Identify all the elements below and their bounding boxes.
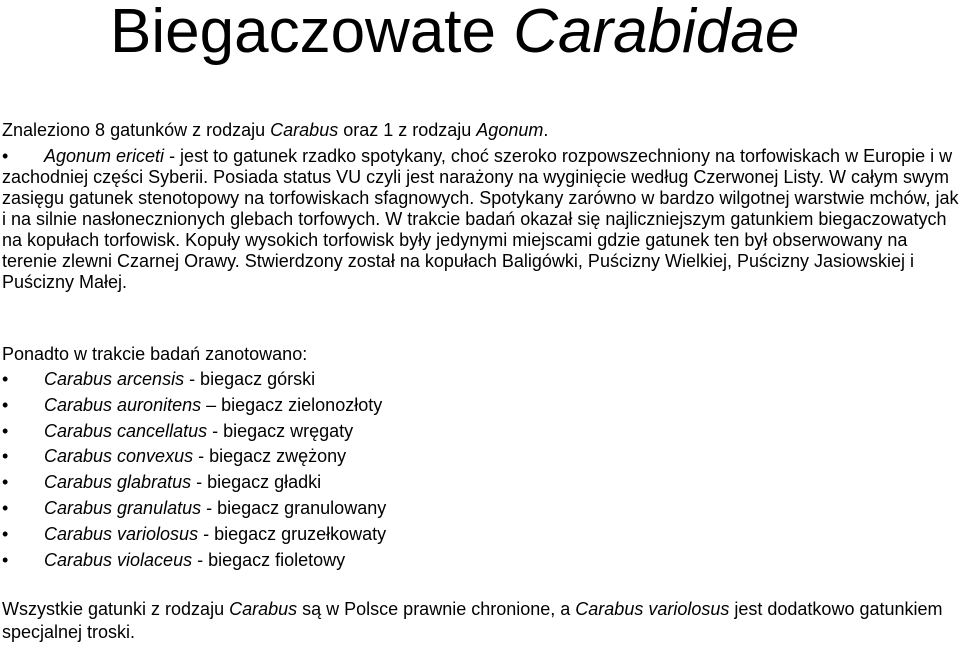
agonum-description-text: - jest to gatunek rzadko spotykany, choć szeroko rozpowszechniony na torfowiskach w Europie i w zachodniej części Syberii. Posiada status VU czyli jest narażony na wyginięcie według Czerwonej Listy. W całym swym zasięgu gatunek stenotopowy na torfowiskach sfagnowych. Spotykany zarówno w bardzo wilgotnej warstwie mchów, jak i na silnie nasłonecznionych glebach torfowych. W trakcie badań okazał się najliczniejszym gatunkiem biegaczowatych na kopułach torfowisk. Kopuły wysokich torfowisk były jedynymi miejscami gdzie gatunek ten był obserwowany na terenie zlewni Czarnej Orawy. Stwierdzony został na kopułach Baligówki, Puścizny Wielkiej, Puścizny Jasiowskiej i Puścizny Małej. <box>2 146 959 292</box>
bullet-icon: • <box>2 497 9 518</box>
species-common-name: - biegacz zwężony <box>193 446 347 467</box>
intro-genus-agonum: Agonum <box>476 120 544 140</box>
species-latin-name: Carabus auronitens <box>44 394 202 415</box>
closing-text-3: jest dodatkowo gatunkiem specjalnej troski. <box>2 599 943 642</box>
agonum-paragraph <box>2 146 960 293</box>
species-common-name: - biegacz górski <box>184 369 316 389</box>
bullet-icon: • <box>2 420 9 441</box>
closing-text-1: Wszystkie gatunki z rodzaju <box>2 599 230 619</box>
species-latin-name: Carabus granulatus <box>44 497 202 518</box>
title-family-name: Carabidae <box>513 0 800 66</box>
species-latin-name: Carabus variolosus <box>44 523 199 544</box>
intro-paragraph <box>2 120 548 140</box>
species-list-heading: Ponadto w trakcie badań zanotowano: <box>2 344 308 364</box>
closing-paragraph <box>2 598 952 644</box>
bullet-icon: • <box>2 523 9 544</box>
species-common-name: - biegacz granulowany <box>201 497 387 518</box>
bullet-icon: • <box>2 394 9 415</box>
title-text: Biegaczowate <box>110 0 514 66</box>
species-latin-name: Carabus glabratus <box>44 472 192 493</box>
bullet-icon: • <box>2 549 9 570</box>
bullet-icon: • <box>2 146 9 166</box>
intro-text-3: . <box>543 120 549 140</box>
closing-genus: Carabus <box>229 599 298 619</box>
bullet-icon: • <box>2 472 9 493</box>
agonum-description <box>2 146 960 293</box>
slide-title <box>110 0 799 64</box>
species-common-name: - biegacz gładki <box>191 472 322 493</box>
species-common-name: - biegacz fioletowy <box>192 549 346 570</box>
species-latin-name: Carabus convexus <box>44 446 194 467</box>
species-latin-name: Carabus arcensis <box>44 369 185 389</box>
intro-text-2: oraz 1 z rodzaju <box>338 120 477 140</box>
species-common-name: - biegacz gruzełkowaty <box>198 523 387 544</box>
bullet-icon: • <box>2 369 9 389</box>
bullet-icon: • <box>2 446 9 467</box>
closing-species: Carabus variolosus <box>575 599 730 619</box>
species-latin-name: Carabus violaceus <box>44 549 193 570</box>
closing-text-2: są w Polsce prawnie chronione, a <box>297 599 576 619</box>
agonum-species-name: Agonum ericeti <box>44 146 165 166</box>
species-latin-name: Carabus cancellatus <box>44 420 208 441</box>
intro-text-1: Znaleziono 8 gatunków z rodzaju <box>2 120 271 140</box>
species-common-name: - biegacz wręgaty <box>207 420 354 441</box>
species-common-name: – biegacz zielonozłoty <box>201 394 383 415</box>
intro-genus-carabus: Carabus <box>270 120 339 140</box>
